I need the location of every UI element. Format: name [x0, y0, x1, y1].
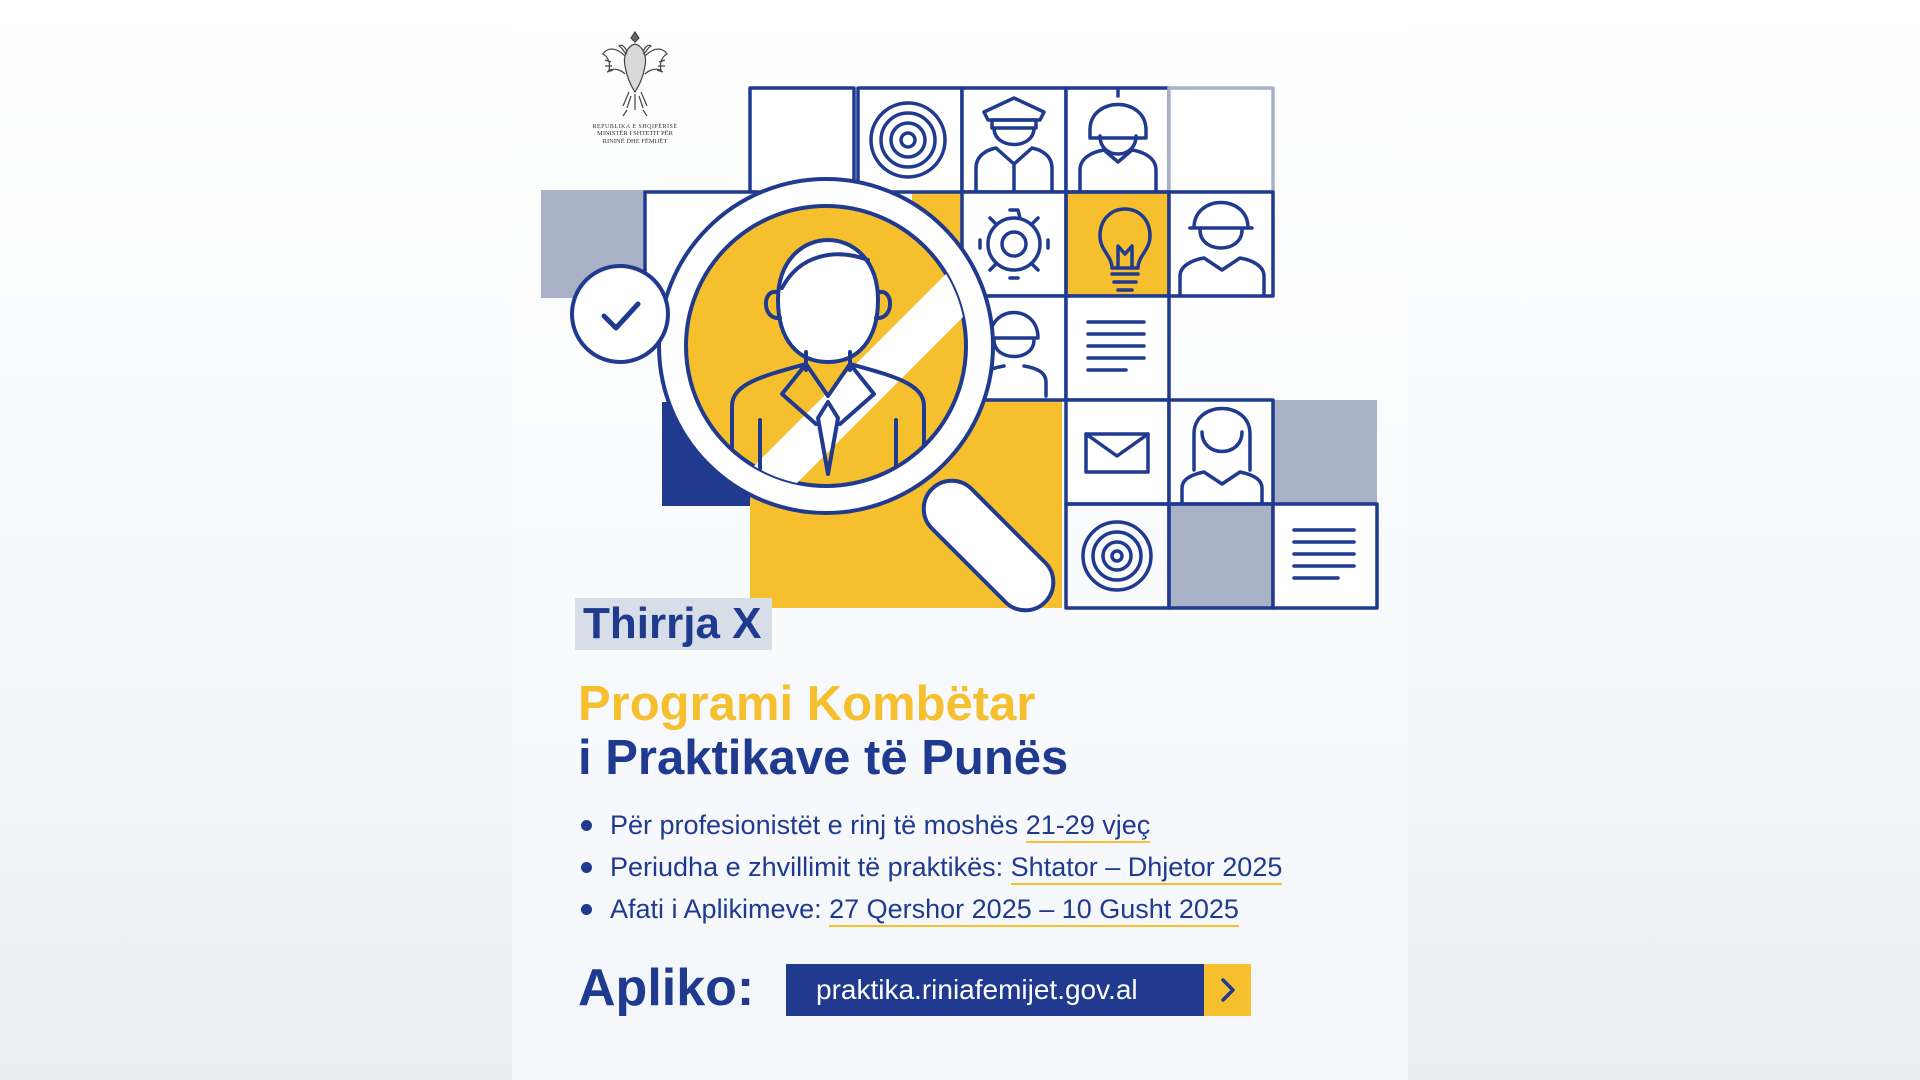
program-title-line2: i Praktikave të Punës — [578, 731, 1069, 785]
checkmark-icon — [572, 266, 668, 362]
tile-gray — [1169, 504, 1273, 608]
apply-label: Apliko: — [578, 959, 755, 1017]
list-item — [578, 888, 1282, 930]
age-label: Për profesionistët e rinj të moshës — [610, 810, 1026, 840]
apply-url-link[interactable]: praktika.riniafemijet.gov.al — [786, 964, 1204, 1016]
emblem-text-ministry: MINISTËR I SHTETIT PËR — [597, 130, 673, 137]
period-dates: Shtator – Dhjetor 2025 — [1011, 852, 1283, 885]
period-label: Periudha e zhvillimit të praktikës: — [610, 852, 1011, 882]
deadline-dates: 27 Qershor 2025 – 10 Gusht 2025 — [829, 894, 1239, 927]
list-item — [578, 804, 1282, 846]
bullet-icon — [581, 820, 592, 831]
deadline-label: Afati i Aplikimeve: — [610, 894, 830, 924]
bullet-icon — [581, 862, 592, 873]
emblem-text-youth: RININË DHE FËMIJËT — [602, 138, 668, 145]
emblem-text-republic: REPUBLIKA E SHQIPËRISË — [592, 124, 678, 130]
details-list — [578, 804, 1282, 930]
list-item — [578, 846, 1282, 888]
bullet-icon — [581, 904, 592, 915]
tile-gray — [1273, 400, 1377, 504]
call-number-tag: Thirrja X — [575, 598, 772, 650]
chevron-right-icon — [1218, 976, 1238, 1004]
target-icon — [1083, 522, 1151, 590]
apply-arrow-button[interactable] — [1204, 964, 1251, 1016]
age-range: 21-29 vjeç — [1026, 810, 1151, 843]
program-title-line1: Programi Kombëtar — [578, 677, 1036, 731]
